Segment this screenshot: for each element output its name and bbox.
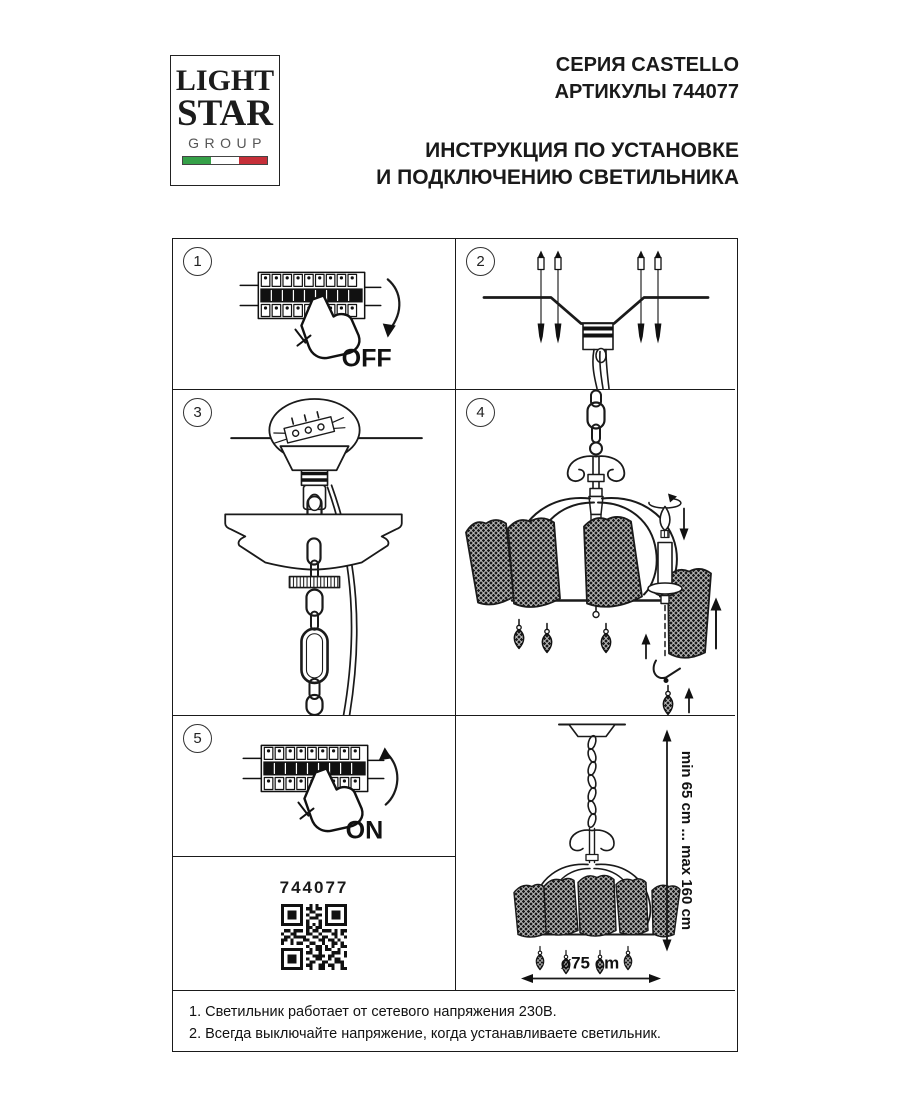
down-arrow-icon xyxy=(383,324,396,338)
step2-bracket-illustration xyxy=(456,239,735,389)
note-line-2: 2. Всегда выключайте напряжение, когда устанавливаете светильник. xyxy=(189,1026,661,1042)
dim-arrow-left-icon xyxy=(521,974,533,983)
dim-arrow-right-icon xyxy=(649,974,661,983)
logo-word-star: STAR xyxy=(177,93,273,134)
rotate-arrow-icon xyxy=(668,494,677,503)
flag-white-stripe xyxy=(211,157,239,164)
diameter-label: ø75 cm xyxy=(560,953,620,973)
logo-word-group: GROUP xyxy=(188,135,267,151)
step5-badge: 5 xyxy=(183,724,212,753)
step3-badge: 3 xyxy=(183,398,212,427)
logo-word-light: LIGHT xyxy=(175,64,275,97)
panel-dimensions xyxy=(456,716,735,991)
flag-green-stripe xyxy=(183,157,211,164)
panel-step2 xyxy=(456,239,735,390)
note-line-1: 1. Светильник работает от сетевого напряжения 230В. xyxy=(189,1004,557,1020)
up-arrow-icon xyxy=(685,688,694,699)
panel-step3 xyxy=(173,390,456,716)
up-arrow-icon xyxy=(379,747,392,760)
panel-step5 xyxy=(173,716,456,857)
step3-canopy-illustration xyxy=(173,390,455,715)
brand-logo xyxy=(170,55,280,186)
up-arrow-icon xyxy=(711,598,722,611)
step2-badge: 2 xyxy=(466,247,495,276)
series-title: СЕРИЯ CASTELLO xyxy=(555,54,739,76)
on-label: ON xyxy=(345,816,384,845)
dim-arrow-down-icon xyxy=(663,940,672,952)
step5-breaker-on-illustration xyxy=(173,716,455,856)
step4-badge: 4 xyxy=(466,398,495,427)
notes-panel xyxy=(173,991,735,1049)
step1-breaker-off-illustration xyxy=(173,239,455,389)
down-arrow-icon xyxy=(680,529,689,541)
article-number: 744077 xyxy=(279,877,349,897)
height-range-label: min 65 cm ... max 160 cm xyxy=(678,750,695,931)
panel-step4 xyxy=(456,390,735,716)
off-label: OFF xyxy=(341,344,392,373)
qr-code xyxy=(281,904,347,970)
step4-assembly-illustration xyxy=(456,390,735,715)
header-text-block xyxy=(376,52,739,191)
dimensions-illustration xyxy=(456,716,735,990)
italy-flag-icon xyxy=(182,156,268,165)
dim-arrow-up-icon xyxy=(663,730,672,742)
panel-article-qr xyxy=(173,857,456,991)
flag-red-stripe xyxy=(239,157,267,164)
instruction-title-line1: ИНСТРУКЦИЯ ПО УСТАНОВКЕ xyxy=(425,139,739,162)
panel-step1 xyxy=(173,239,456,390)
article-title: АРТИКУЛЫ 744077 xyxy=(554,81,739,103)
instruction-grid xyxy=(172,238,738,1052)
step1-badge: 1 xyxy=(183,247,212,276)
up-arrow-icon xyxy=(642,634,651,645)
instruction-title-line2: И ПОДКЛЮЧЕНИЮ СВЕТИЛЬНИКА xyxy=(376,166,739,189)
